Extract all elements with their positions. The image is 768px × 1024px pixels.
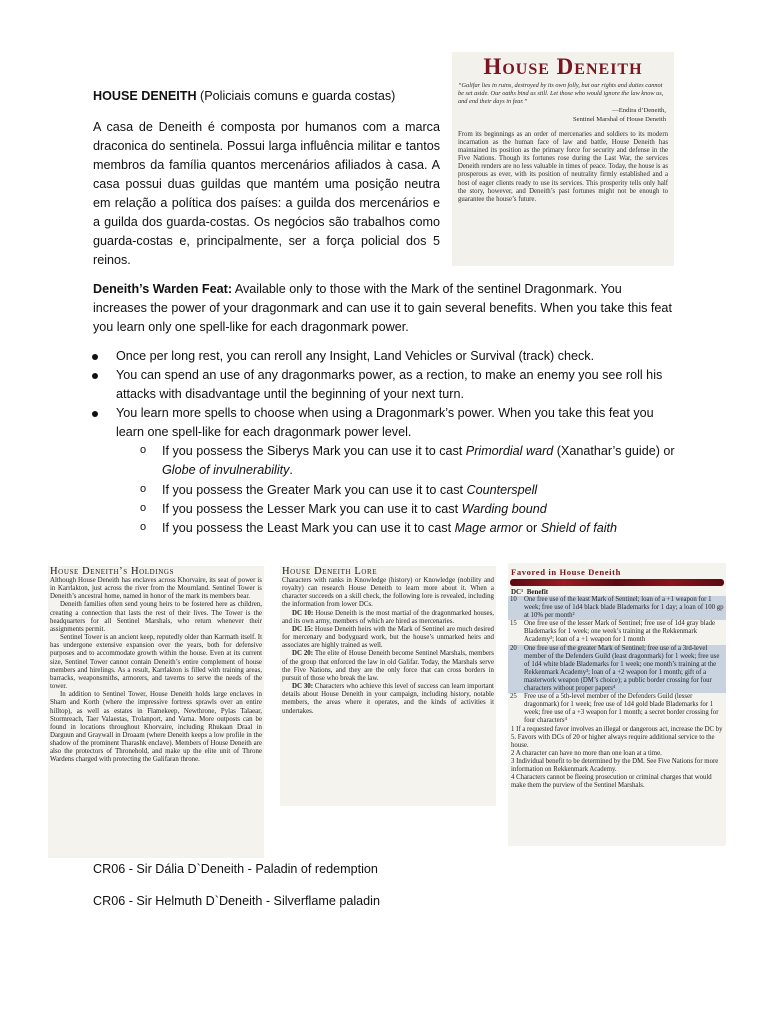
lore-intro: Characters with ranks in Knowledge (history) or Knowledge (nobility and royalty) can research House Deneith to learn more about it. When a character succeeds on a skill check, the following lore is revealed, including the information from lower DCs. bbox=[282, 577, 494, 609]
main-heading bbox=[93, 87, 448, 106]
spell-name: Mage armor bbox=[454, 521, 523, 535]
bullet-dot bbox=[92, 411, 98, 417]
col-benefit-header: Benefit bbox=[526, 588, 549, 596]
table-row bbox=[508, 693, 726, 725]
holdings-title: House Deneith’s Holdings bbox=[50, 566, 175, 577]
row-dc: 15 bbox=[510, 620, 517, 628]
table-row bbox=[508, 620, 726, 644]
house-deneith-header-block bbox=[452, 52, 674, 266]
table-note: 4 Characters cannot be fleeing prosecution or criminal charges that would make them the purview of the Sentinel Marshals. bbox=[511, 774, 712, 790]
sub-bullet-text: If you possess the Least Mark you can use it to cast bbox=[162, 521, 455, 535]
header-block-paragraph: From its beginnings as an order of mercenaries and soldiers to its modern incarnation as the human face of law and battle, House Deneith has maintained its position as the primary force for security and defense in the Five Nations. Though its fortunes rose during the Last War, the services Deneith renders are no less valuable in times of peace. Today, the house is as prosperous as ever, with its position of neutrality firmly established and a host of eager clients ready to use its services. This prosperity tells only half the story, however, and Deneith’s past fortunes might not be enough to guarantee the house’s future. bbox=[458, 131, 668, 203]
lore-entry bbox=[282, 626, 494, 650]
main-heading-rest: (Policiais comuns e guarda costas) bbox=[196, 89, 396, 103]
lore-dc: DC 15: bbox=[292, 625, 314, 633]
lore-title: House Deneith Lore bbox=[282, 566, 378, 577]
sub-bullet-text: If you possess the Lesser Mark you can use it to cast bbox=[162, 502, 462, 516]
sub-bullet-marker: o bbox=[140, 444, 147, 456]
lore-entry bbox=[282, 683, 494, 716]
col-dc-header: DC¹ bbox=[511, 588, 524, 596]
feat-text: Available only to those with the Mark of the sentinel Dragonmark. You increases the power of your dragonmark and can use it to gain several benefits. When you take this feat you learn only one spell-like for each dragonmark power. bbox=[93, 282, 672, 334]
cr-line: CR06 - Sir Dália D`Deneith - Paladin of redemption bbox=[93, 862, 378, 876]
lore-entry bbox=[282, 650, 494, 683]
spell-name: Counterspell bbox=[466, 483, 538, 497]
favored-table bbox=[508, 563, 726, 846]
sub-bullet-siberys bbox=[162, 442, 682, 480]
row-benefit: One free use of the least Mark of Sentinel; loan of a +1 weapon for 1 week; free use of 1d4 black blade Blademarks for 1 day; a loan of 100 gp at 10% per month² bbox=[524, 596, 724, 620]
spell-name: Shield of faith bbox=[540, 521, 618, 535]
sub-bullet-least bbox=[162, 519, 682, 538]
holdings-paragraph: In addition to Sentinel Tower, House Deneith holds large enclaves in Sharn and Korth (where the impressive fortress sprawls over an entire hilltop), as well as estates in Flamekeep, Newthrone, Pylas Talaear, Stormreach, Taer Valaestas, Trolanport, and Varna. More outposts can be found in locations throughout Khorvaire, including Rhukaan Draal in Darguun and Graywall in Droaam (where Deneith keeps a low profile in the shadow of the prominent Tharashk enclave). Members of House Deneith are also the protectors of Thronehold, and make up the elite unit of Throne Wardens charged with protecting the Galifaran throne. bbox=[50, 691, 262, 764]
table-row bbox=[508, 645, 726, 694]
spell-name: Primordial ward bbox=[465, 444, 554, 458]
cr-line: CR06 - Sir Helmuth D`Deneith - Silverflame paladin bbox=[93, 894, 380, 908]
sub-bullet-marker: o bbox=[140, 483, 147, 495]
spell-name: Globe of invulnerability bbox=[162, 463, 290, 477]
lore-dc: DC 30: bbox=[292, 683, 314, 691]
row-benefit: Free use of a 5th-level member of the Defenders Guild (lesser dragonmark) for 1 week; free use of 1d4 gold blade Blademarks for 1 week; free use of a +3 weapon for 1 month; a secret border crossing for four characters⁴ bbox=[524, 693, 719, 725]
lore-column bbox=[280, 566, 496, 806]
header-block-quote: “Galifar lies in ruins, destroyed by its own folly, but our rights and duties cannot be set aside. Our oaths bind us still. Let those who would ignore the law know us, and end their days in fear.” bbox=[458, 82, 664, 105]
row-benefit: One free use of the lesser Mark of Sentinel; free use of 1d4 gray blade Blademarks for 1 week; one week’s training at the Rekkenmark Academy³; loan of a +1 weapon for 1 month bbox=[524, 620, 715, 644]
lore-entry-text: House Deneith heirs with the Mark of Sentinel are much desired for mercenary and bodyguard work, but the house’s unmarked heirs and associates are highly trained as well. bbox=[282, 625, 494, 650]
lore-dc: DC 20: bbox=[292, 650, 314, 658]
feat-label: Deneith’s Warden Feat: bbox=[93, 282, 233, 296]
holdings-paragraph: Deneith families often send young heirs to be fostered here as children, creating a connection that lasts the rest of their lives. The Tower is the headquarters for all Sentinel Marshals, who return whenever their assignments permit. bbox=[50, 601, 262, 633]
lore-entry bbox=[282, 610, 494, 626]
holdings-paragraph: Sentinel Tower is an ancient keep, reputedly older than Karrnath itself. It has undergone extensive expansion over the years, both for defensive purposes and to accommodate growth within the house. Even at its current size, Sentinel Tower cannot contain Deneith’s entire complement of house members and hirelings. As a result, Karrlakton is filled with training areas, barracks, weaponsmiths, armorers, and taverns to serve the needs of the tower. bbox=[50, 634, 262, 691]
row-benefit: One free use of the greater Mark of Sentinel; free use of a 3rd-level member of the Defenders Guild (least dragonmark) for 1 week; free use of 1d4 white blade Blademarks for 1 week; one month’s training at the Rekkenmark Academy³; loan of a +2 weapon for 1 month; gift of a masterwork weapon (DM’s choice); a public border crossing for four characters without proper papers⁴ bbox=[524, 644, 720, 693]
bullet-item: You learn more spells to choose when using a Dragonmark’s power. When you take this feat you learn one spell-like for each dragonmark power level. bbox=[116, 406, 654, 439]
decorative-banner bbox=[510, 579, 724, 586]
holdings-paragraph: Although House Deneith has enclaves across Khorvaire, its seat of power is in Karrlakton, just across the river from the Mournland. Sentinel Tower is Deneith’s ancestral home, named in honor of the mark its members bear. bbox=[50, 577, 262, 601]
table-note: 1 If a requested favor involves an illegal or dangerous act, increase the DC by 5. Favors with DCs of 20 or higher always require additional service to the house. bbox=[511, 725, 723, 749]
bullet-item: Once per long rest, you can reroll any Insight, Land Vehicles or Survival (track) check. bbox=[116, 349, 595, 363]
table-note: 2 A character can have no more than one loan at a time. bbox=[511, 749, 662, 757]
sub-bullet-text: or bbox=[522, 521, 541, 535]
intro-paragraph: A casa de Deneith é composta por humanos com a marca draconica do sentinela. Possui larga influência militar e tantos membros da família quantos mercenários afiliados à casa. A casa possui duas guildas que mantém uma posição neutra em relação a política dos países: a guilda dos mercenários e a guilda dos guarda-costas. Os negócios são trabalhos como guarda-costas e, principalmente, ser a força policial dos 5 reinos. bbox=[93, 120, 440, 267]
feat-paragraph bbox=[93, 280, 676, 337]
quote-attribution-name: —Endira d’Deneith, bbox=[612, 107, 666, 114]
row-dc: 10 bbox=[510, 596, 517, 603]
row-dc: 20 bbox=[510, 644, 517, 652]
sub-bullet-text: If you possess the Siberys Mark you can use it to cast bbox=[162, 444, 466, 458]
favored-title: Favored in House Deneith bbox=[511, 567, 621, 577]
quote-attribution-role: Sentinel Marshal of House Deneith bbox=[572, 116, 666, 123]
spell-name: Warding bound bbox=[461, 502, 547, 516]
table-note: 3 Individual benefit to be determined by the DM. See Five Nations for more information on Rekkenmark Academy. bbox=[511, 757, 719, 773]
favored-table-header bbox=[511, 588, 726, 596]
row-dc: 25 bbox=[510, 693, 517, 701]
holdings-column bbox=[48, 566, 264, 858]
sub-bullet-text: If you possess the Greater Mark you can use it to cast bbox=[162, 483, 467, 497]
bullet-dot bbox=[92, 373, 98, 379]
sub-bullet-text: . bbox=[289, 463, 293, 477]
lore-dc: DC 10: bbox=[292, 609, 314, 617]
main-heading-bold: HOUSE DENEITH bbox=[93, 89, 197, 103]
sub-bullet-marker: o bbox=[140, 521, 147, 533]
header-block-title: House Deneith bbox=[483, 54, 643, 79]
sub-bullet-greater bbox=[162, 481, 682, 500]
bullet-dot bbox=[92, 354, 98, 360]
lore-entry-text: The elite of House Deneith become Sentinel Marshals, members of the group that enforced the law in old Galifar. Today, the Marshals serve the Five Nations, and they are the only force that can cross borders in pursuit of those who break the law. bbox=[282, 650, 494, 682]
sub-bullet-lesser bbox=[162, 500, 682, 519]
sub-bullet-marker: o bbox=[140, 502, 147, 514]
bullet-item: You can spend an use of any dragonmarks power, as a rection, to make an enemy you see roll his attacks with disadvantage until the beginning of your next turn. bbox=[116, 368, 663, 401]
lore-entry-text: Characters who achieve this level of success can learn important details about House Deneith in your campaign, including history, notable members, the areas where it operates, and the kinds of activities it undertakes. bbox=[282, 683, 494, 715]
lore-entry-text: House Deneith is the most martial of the dragonmarked houses, and its own army, members of which are hired as mercenaries. bbox=[282, 609, 494, 625]
table-row bbox=[508, 596, 726, 620]
sub-bullet-text: (Xanathar’s guide) or bbox=[553, 444, 675, 458]
